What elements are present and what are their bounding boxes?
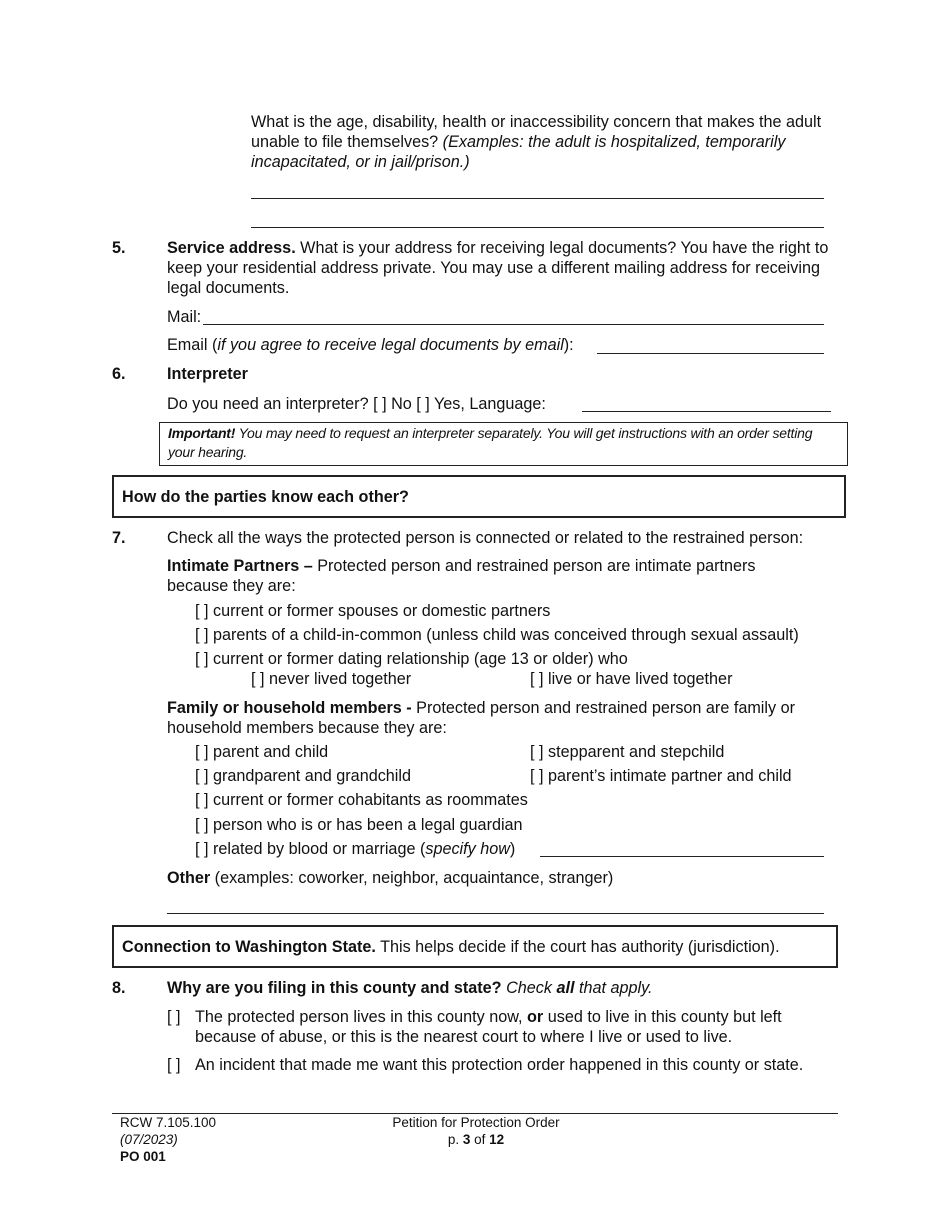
other-text: Other (examples: coworker, neighbor, acquaintance, stranger) (167, 869, 614, 887)
checkbox-dating[interactable]: [ ] current or former dating relationship (age 13 or older) who (195, 650, 628, 668)
mail-label: Mail: (167, 308, 202, 326)
footer-page: p. 3 of 12 (447, 1132, 505, 1147)
checkbox-legal-guardian[interactable]: [ ] person who is or has been a legal guardian (195, 816, 523, 834)
checkbox-cohabitants[interactable]: [ ] current or former cohabitants as roommates (195, 791, 528, 809)
related-specify-field[interactable] (540, 856, 824, 857)
incident-text: An incident that made me want this protection order happened in this county or state. (195, 1056, 804, 1074)
footer-left (120, 1114, 216, 1165)
other-field[interactable] (167, 913, 824, 914)
email-field[interactable] (597, 353, 824, 354)
q6-title: Interpreter (167, 365, 248, 383)
parties-section-header: How do the parties know each other? (112, 475, 846, 518)
checkbox-stepparent[interactable]: [ ] stepparent and stepchild (530, 743, 725, 761)
family-members-text: Family or household members - Protected person and restrained person are family or household members because they are: (167, 699, 795, 737)
concern-answer-line-1[interactable] (251, 198, 824, 199)
checkbox-parents-partner[interactable]: [ ] parent’s intimate partner and child (530, 767, 792, 785)
checkbox-grandparent[interactable]: [ ] grandparent and grandchild (195, 767, 411, 785)
checkbox-never-lived-together[interactable]: [ ] never lived together (251, 670, 412, 688)
q7-number: 7. (112, 529, 126, 547)
checkbox-related[interactable]: [ ] related by blood or marriage (specify how) (195, 840, 516, 858)
q8-question: Why are you filing in this county and state? Check all that apply. (167, 979, 653, 997)
q7-intro: Check all the ways the protected person is connected or related to the restrained person: (167, 529, 804, 547)
language-field[interactable] (582, 411, 831, 412)
interpreter-question[interactable]: Do you need an interpreter? [ ] No [ ] Yes, Language: (167, 395, 546, 413)
q8-number: 8. (112, 979, 126, 997)
footer-rcw: RCW 7.105.100 (120, 1115, 217, 1130)
q5-text: Service address. What is your address for receiving legal documents? You have the right to keep your residential address private. You may use a different mailing address for receiving legal documents. (167, 239, 829, 297)
important-note: Important! You may need to request an interpreter separately. You will get instructions with an order setting your hearing. (159, 422, 848, 466)
checkbox-county-residence[interactable]: [ ] (167, 1008, 181, 1026)
checkbox-child-in-common[interactable]: [ ] parents of a child-in-common (unless child was conceived through sexual assault) (195, 626, 799, 644)
checkbox-lived-together[interactable]: [ ] live or have lived together (530, 670, 733, 688)
footer-form: PO 001 (120, 1149, 166, 1164)
footer-center (376, 1114, 576, 1148)
connection-section-header: Connection to Washington State. This helps decide if the court has authority (jurisdiction). (112, 925, 838, 968)
county-residence-text: The protected person lives in this county now, or used to live in this county but left because of abuse, or this is the nearest court to where I live or used to live. (195, 1008, 782, 1046)
checkbox-incident[interactable]: [ ] (167, 1056, 181, 1074)
q6-number: 6. (112, 365, 126, 383)
footer-date: (07/2023) (120, 1132, 178, 1147)
q5-number: 5. (112, 239, 126, 257)
mail-field[interactable] (203, 324, 824, 325)
concern-answer-line-2[interactable] (251, 227, 824, 228)
footer-title: Petition for Protection Order (392, 1115, 560, 1130)
email-label: Email (if you agree to receive legal documents by email): (167, 336, 574, 354)
checkbox-parent-child[interactable]: [ ] parent and child (195, 743, 329, 761)
checkbox-spouses[interactable]: [ ] current or former spouses or domestic partners (195, 602, 551, 620)
concern-question: What is the age, disability, health or inaccessibility concern that makes the adult unable to file themselves? (Examples: the adult is hospitalized, temporarily incapacitated, or in jail/prison.) (251, 113, 822, 171)
intimate-partners-text: Intimate Partners – Protected person and restrained person are intimate partners because they are: (167, 557, 756, 595)
